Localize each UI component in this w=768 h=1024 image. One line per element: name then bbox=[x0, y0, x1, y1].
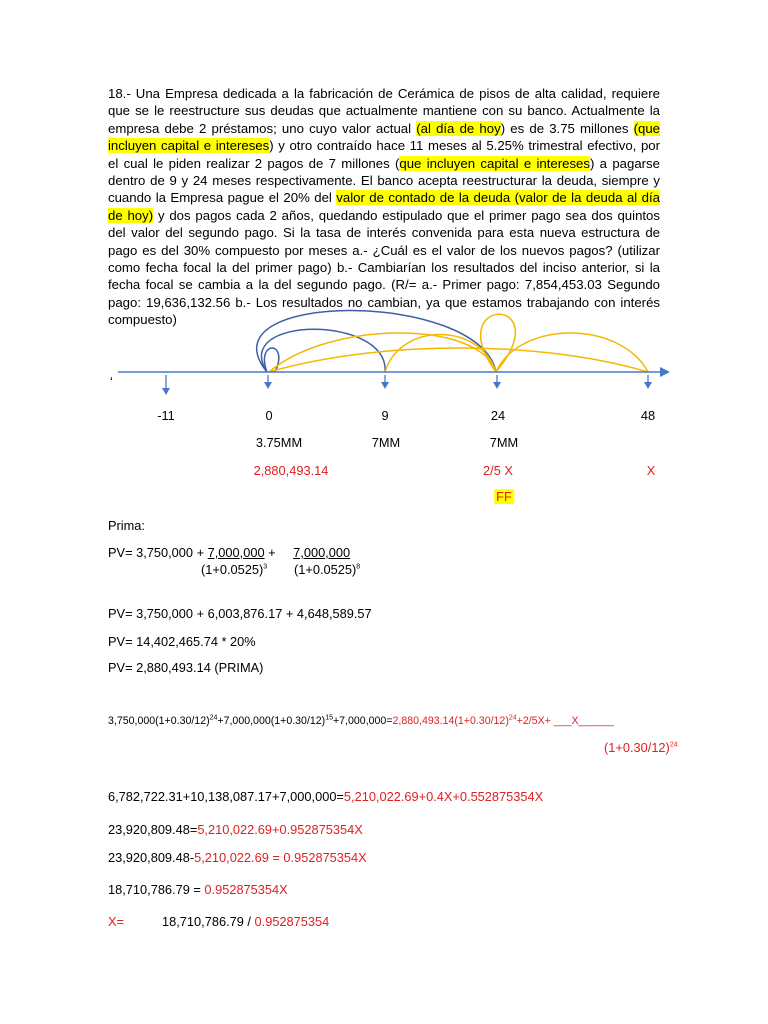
eq-text-red: 5,210,022.69 bbox=[194, 850, 269, 865]
eq-den-text: (1+0.30/12) bbox=[604, 740, 670, 755]
problem-text: ) es de 3.75 millones bbox=[500, 120, 634, 136]
eq-text-red: X= bbox=[108, 914, 125, 929]
eq-text: 23,920,809.48= bbox=[108, 822, 198, 837]
equation-line-3 bbox=[108, 822, 363, 837]
tick-label: -11 bbox=[157, 408, 175, 423]
eq-text: 18,710,786.79 / bbox=[162, 914, 255, 929]
amount-label: 3.75MM bbox=[255, 435, 303, 450]
eq-text-red: 0.952875354 bbox=[254, 914, 330, 929]
highlight-capital-intereses-2: que incluyen capital e intereses bbox=[399, 155, 590, 171]
highlight-hoy: (al día de hoy bbox=[416, 120, 501, 136]
eq-term: +7,000,000= bbox=[333, 715, 393, 727]
tick-label: 9 bbox=[381, 408, 389, 423]
tick-label: 48 bbox=[640, 408, 656, 423]
amount-label: 7MM bbox=[489, 435, 519, 450]
eq-term: 2,880,493.14(1+0.30/12) bbox=[392, 715, 509, 727]
debt-arc bbox=[264, 348, 278, 372]
eq-text-red: = 0.952875354X bbox=[268, 850, 367, 865]
eq-text: 18,710,786.79 = bbox=[108, 882, 205, 897]
highlight-capital-intereses: (que incluyen capital e intereses bbox=[108, 120, 660, 154]
eq-exponent: 24 bbox=[508, 714, 517, 722]
eq-text-red: 5,210,022.69+0.4X+0.552875354X bbox=[343, 789, 544, 804]
payment-arc bbox=[269, 348, 648, 372]
pv-numerator: 7,000,000 bbox=[293, 545, 351, 560]
equation-line-6 bbox=[108, 914, 329, 929]
problem-text: ) y otro contraído hace 11 meses al 5.25% trimestral efectivo, por el cual le piden realizar 2 pagos de 7 millones ( bbox=[108, 138, 660, 171]
eq-text: 23,920,809.48- bbox=[108, 850, 195, 865]
pv-numerator: 7,000,000 bbox=[207, 545, 265, 560]
equivalence-denominator bbox=[604, 740, 678, 755]
tick-label: 0 bbox=[265, 408, 273, 423]
eq-text-red: 5,210,022.69+0.952875354X bbox=[197, 822, 363, 837]
prima-label: Prima: bbox=[108, 518, 145, 533]
equation-line-4 bbox=[108, 850, 367, 865]
equation-line-2 bbox=[108, 789, 543, 804]
pv-line-3: PV= 14,402,465.74 * 20% bbox=[108, 634, 256, 649]
pv-line-2: PV= 3,750,000 + 6,003,876.17 + 4,648,589.57 bbox=[108, 606, 372, 621]
timeline-diagram bbox=[0, 300, 768, 520]
problem-text: ) a pagarse dentro de 9 y 24 meses respectivamente. El banco acepta reestructurar la deuda, siempre y cuando la Empresa pague el 20% del bbox=[108, 155, 660, 206]
eq-term: +7,000,000(1+0.30/12) bbox=[217, 715, 326, 727]
amount-label: 7MM bbox=[371, 435, 401, 450]
pv-den-text: (1+0.0525) bbox=[201, 562, 264, 577]
payment-label: 2/5 X bbox=[483, 463, 513, 478]
eq-term: 3,750,000(1+0.30/12) bbox=[108, 715, 210, 727]
equivalence-equation bbox=[108, 715, 614, 727]
eq-term: +2/5X+ bbox=[516, 715, 554, 727]
eq-term: ___X______ bbox=[553, 715, 614, 727]
problem-statement bbox=[108, 85, 660, 329]
eq-text-red: 0.952875354X bbox=[204, 882, 288, 897]
pv-denominator bbox=[201, 562, 267, 577]
pv-denominator bbox=[294, 562, 360, 577]
eq-exponent: 24 bbox=[209, 714, 218, 722]
problem-text: y dos pagos cada 2 años, quedando estipulado que el primer pago sea dos quintos del valor del segundo pago. Si la tasa de interés convenida para esta nueva estructura de pago es del 30% compuesto por meses a.- ¿Cuál es el valor de los nuevos pagos? (utilizar como fecha focal la del primer pago) b.- Cambiarían los resultados del inciso anterior, si la fecha focal se cambia a la del segundo pago. (R/= a.- Primer pago: 7,854,453.03 Segundo pago: 19,636,132.56 b.- Los resultados no cambian, ya que estamos trabajando con interés compuesto) bbox=[108, 207, 660, 328]
eq-exponent: 15 bbox=[325, 714, 333, 722]
eq-exponent: 24 bbox=[669, 741, 678, 749]
pv-plus: + bbox=[264, 545, 280, 560]
payment-label: X bbox=[646, 463, 656, 478]
pv-exponent: 3 bbox=[263, 563, 268, 571]
payment-arc bbox=[481, 314, 516, 372]
payment-arc bbox=[385, 335, 496, 373]
pv-lead: PV= 3,750,000 + bbox=[108, 545, 208, 560]
highlight-valor-contado: valor de contado de la deuda (valor de la deuda al día de hoy) bbox=[108, 190, 660, 223]
stray-mark: ‘ bbox=[110, 374, 113, 389]
problem-text: 18.- Una Empresa dedicada a la fabricación de Cerámica de pisos de alta calidad, requiere que se le reestructure sus deudas que actualmente mantiene con su banco. Actualmente la empresa debe 2 préstamos; uno cuyo valor actual bbox=[108, 86, 660, 136]
pv-den-text: (1+0.0525) bbox=[294, 562, 357, 577]
payment-label: 2,880,493.14 bbox=[253, 463, 329, 478]
pv-line-4: PV= 2,880,493.14 (PRIMA) bbox=[108, 660, 264, 675]
focal-date-label: FF bbox=[496, 489, 512, 504]
pv-formula bbox=[108, 545, 358, 560]
tick-label: 24 bbox=[490, 408, 506, 423]
equation-line-5 bbox=[108, 882, 288, 897]
axis-arrowhead bbox=[660, 367, 670, 377]
eq-text: 6,782,722.31+10,138,087.17+7,000,000= bbox=[108, 789, 344, 804]
pv-exponent: 8 bbox=[356, 563, 361, 571]
